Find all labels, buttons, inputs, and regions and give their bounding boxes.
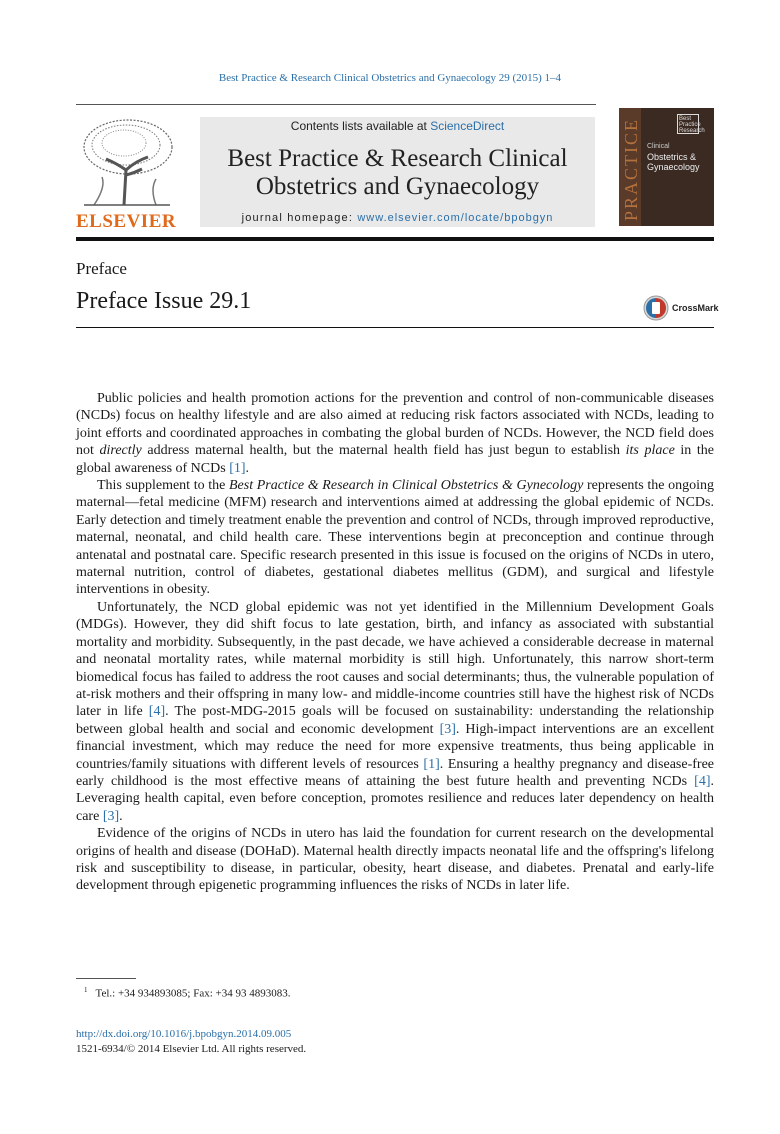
cover-vertical-word: PRACTICE [621,118,641,222]
p1-text-c: address maternal health, but the maternal health field has just begun to establish [141,443,626,459]
p3-text-e: . Leveraging health capital, even before conception, promotes resilience and reduces later dependency on health care [76,773,714,824]
reference-link[interactable]: [3] [102,808,120,824]
journal-homepage-link[interactable]: www.elsevier.com/locate/bpobgyn [357,212,554,224]
p1-emphasis-directly: directly [99,443,142,459]
article-title: Preface Issue 29.1 [76,288,252,314]
crossmark-badge[interactable] [643,295,718,321]
cover-logo: Best Practice Research [679,116,705,134]
paragraph-1 [76,390,714,477]
crossmark-icon [643,295,669,321]
p3-text-f: . [119,808,123,824]
article-body [76,390,714,895]
footnote [84,986,290,1000]
issn-copyright: 1521-6934/© 2014 Elsevier Ltd. All rights reserved. [76,1043,307,1055]
paragraph-4: Evidence of the origins of NCDs in utero has laid the foundation for current research on the developmental origins of health and disease (DOHaD). Maternal health directly impacts neonatal life and the offspring's lifelong risk and susceptibility to disease, in particular, obesity, heart disease, and diabetes. Prenatal and early-life development through epigenetic programming influences the risks of NCDs in later life. [76,826,714,894]
elsevier-logo[interactable] [76,115,176,230]
title-divider [76,327,714,328]
crossmark-label: CrossMark [672,303,719,313]
section-label: Preface [76,259,127,278]
reference-link[interactable]: [1] [423,756,440,772]
reference-link[interactable]: [4] [694,773,711,789]
reference-link[interactable]: [3] [439,721,456,737]
p2-text-a: This supplement to the [97,478,229,494]
contents-line [200,119,595,133]
p3-text-b: . The post-MDG-2015 goals will be focused on sustainability: understanding the relationship between global health and social and economic development [76,704,714,737]
cover-title-line1: Clinical [647,143,670,150]
homepage-prefix: journal homepage: [241,212,358,224]
p1-emphasis-its-place: its place [625,443,675,459]
elsevier-tree-icon [76,115,176,207]
cover-title [647,142,713,172]
contents-prefix: Contents lists available at [290,119,431,133]
p1-text-e: in the global awareness of NCDs [76,443,715,476]
footnote-mark: 1 [84,986,88,994]
header-divider [76,104,596,105]
elsevier-wordmark: ELSEVIER [76,211,177,232]
journal-title-line1: Best Practice & Research Clinical [227,145,568,172]
p1-text-f: . [245,460,250,476]
cover-title-line2: Obstetrics & [647,152,697,162]
footnote-text: Tel.: +34 934893085; Fax: +34 93 4893083. [95,987,291,1000]
reference-link[interactable]: [1] [229,460,246,476]
homepage-line [200,212,595,224]
sciencedirect-link[interactable]: ScienceDirect [430,119,505,133]
masthead-divider [76,237,714,241]
p1-text-a: Public policies and health promotion actions for the prevention and control of non-communicable diseases (NCDs) focus on healthy lifestyle and are also aimed at reducing risk factors associated with NCDs, leading to joint efforts and coordinated approaches in combating the global burden of NCDs. However, the NCD field does not [76,391,714,459]
journal-cover-image[interactable] [619,108,714,226]
p3-text-d: . Ensuring a healthy pregnancy and disease-free early childhood is the most effective means of attaining the best future health and preventing NCDs [76,756,714,789]
journal-title [200,145,595,201]
doi-link[interactable]: http://dx.doi.org/10.1016/j.bpobgyn.2014.09.005 [76,1028,292,1040]
p3-text-a: Unfortunately, the NCD global epidemic was not yet identified in the Millennium Development Goals (MDGs). However, they did shift focus to late gestation, birth, and infancy as associated with substantial mortality and morbidity. Subsequently, in the past decade, we have achieved a considerable decrease in maternal and neonatal mortality rates, while maternal morbidity is still high. Unfortunately, this narrow short-term biomedical focus has failed to address the root causes and social determinants; thus, the vulnerable population of at-risk mothers and their offspring in many low- and middle-income countries still have the highest risk of NCDs later in life [76,599,714,720]
footnote-divider [76,978,136,979]
journal-masthead [200,117,595,227]
reference-link[interactable]: [4] [148,704,166,720]
cover-title-line3: Gynaecology [647,162,700,172]
p3-text-c: . High-impact interventions are an excellent financial investment, which may reduce the need for more expensive treatments, thus being applicable in countries/family situations with different levels of resources [76,721,715,772]
journal-title-line2: Obstetrics and Gynaecology [255,173,540,200]
paragraph-3 [76,599,714,825]
journal-citation[interactable]: Best Practice & Research Clinical Obstetrics and Gynaecology 29 (2015) 1–4 [218,72,562,84]
p2-journal-name: Best Practice & Research in Clinical Obstetrics & Gynecology [228,478,584,494]
p2-text-c: represents the ongoing maternal—fetal medicine (MFM) research and interventions aimed at addressing the global epidemic of NCDs. Early detection and timely treatment enable the prevention and control of NCDs, through improved reproductive, maternal, neonatal, and child health care. These interventions begin at preconception and continue through antenatal and postnatal care. Specific research presented in this issue is focused on the origins of NCDs in utero, maternal nutrition, control of diabetes, gestational diabetes mellitus (GDM), and surgical and lifestyle interventions in obesity. [76,478,715,598]
paragraph-2 [76,477,714,599]
